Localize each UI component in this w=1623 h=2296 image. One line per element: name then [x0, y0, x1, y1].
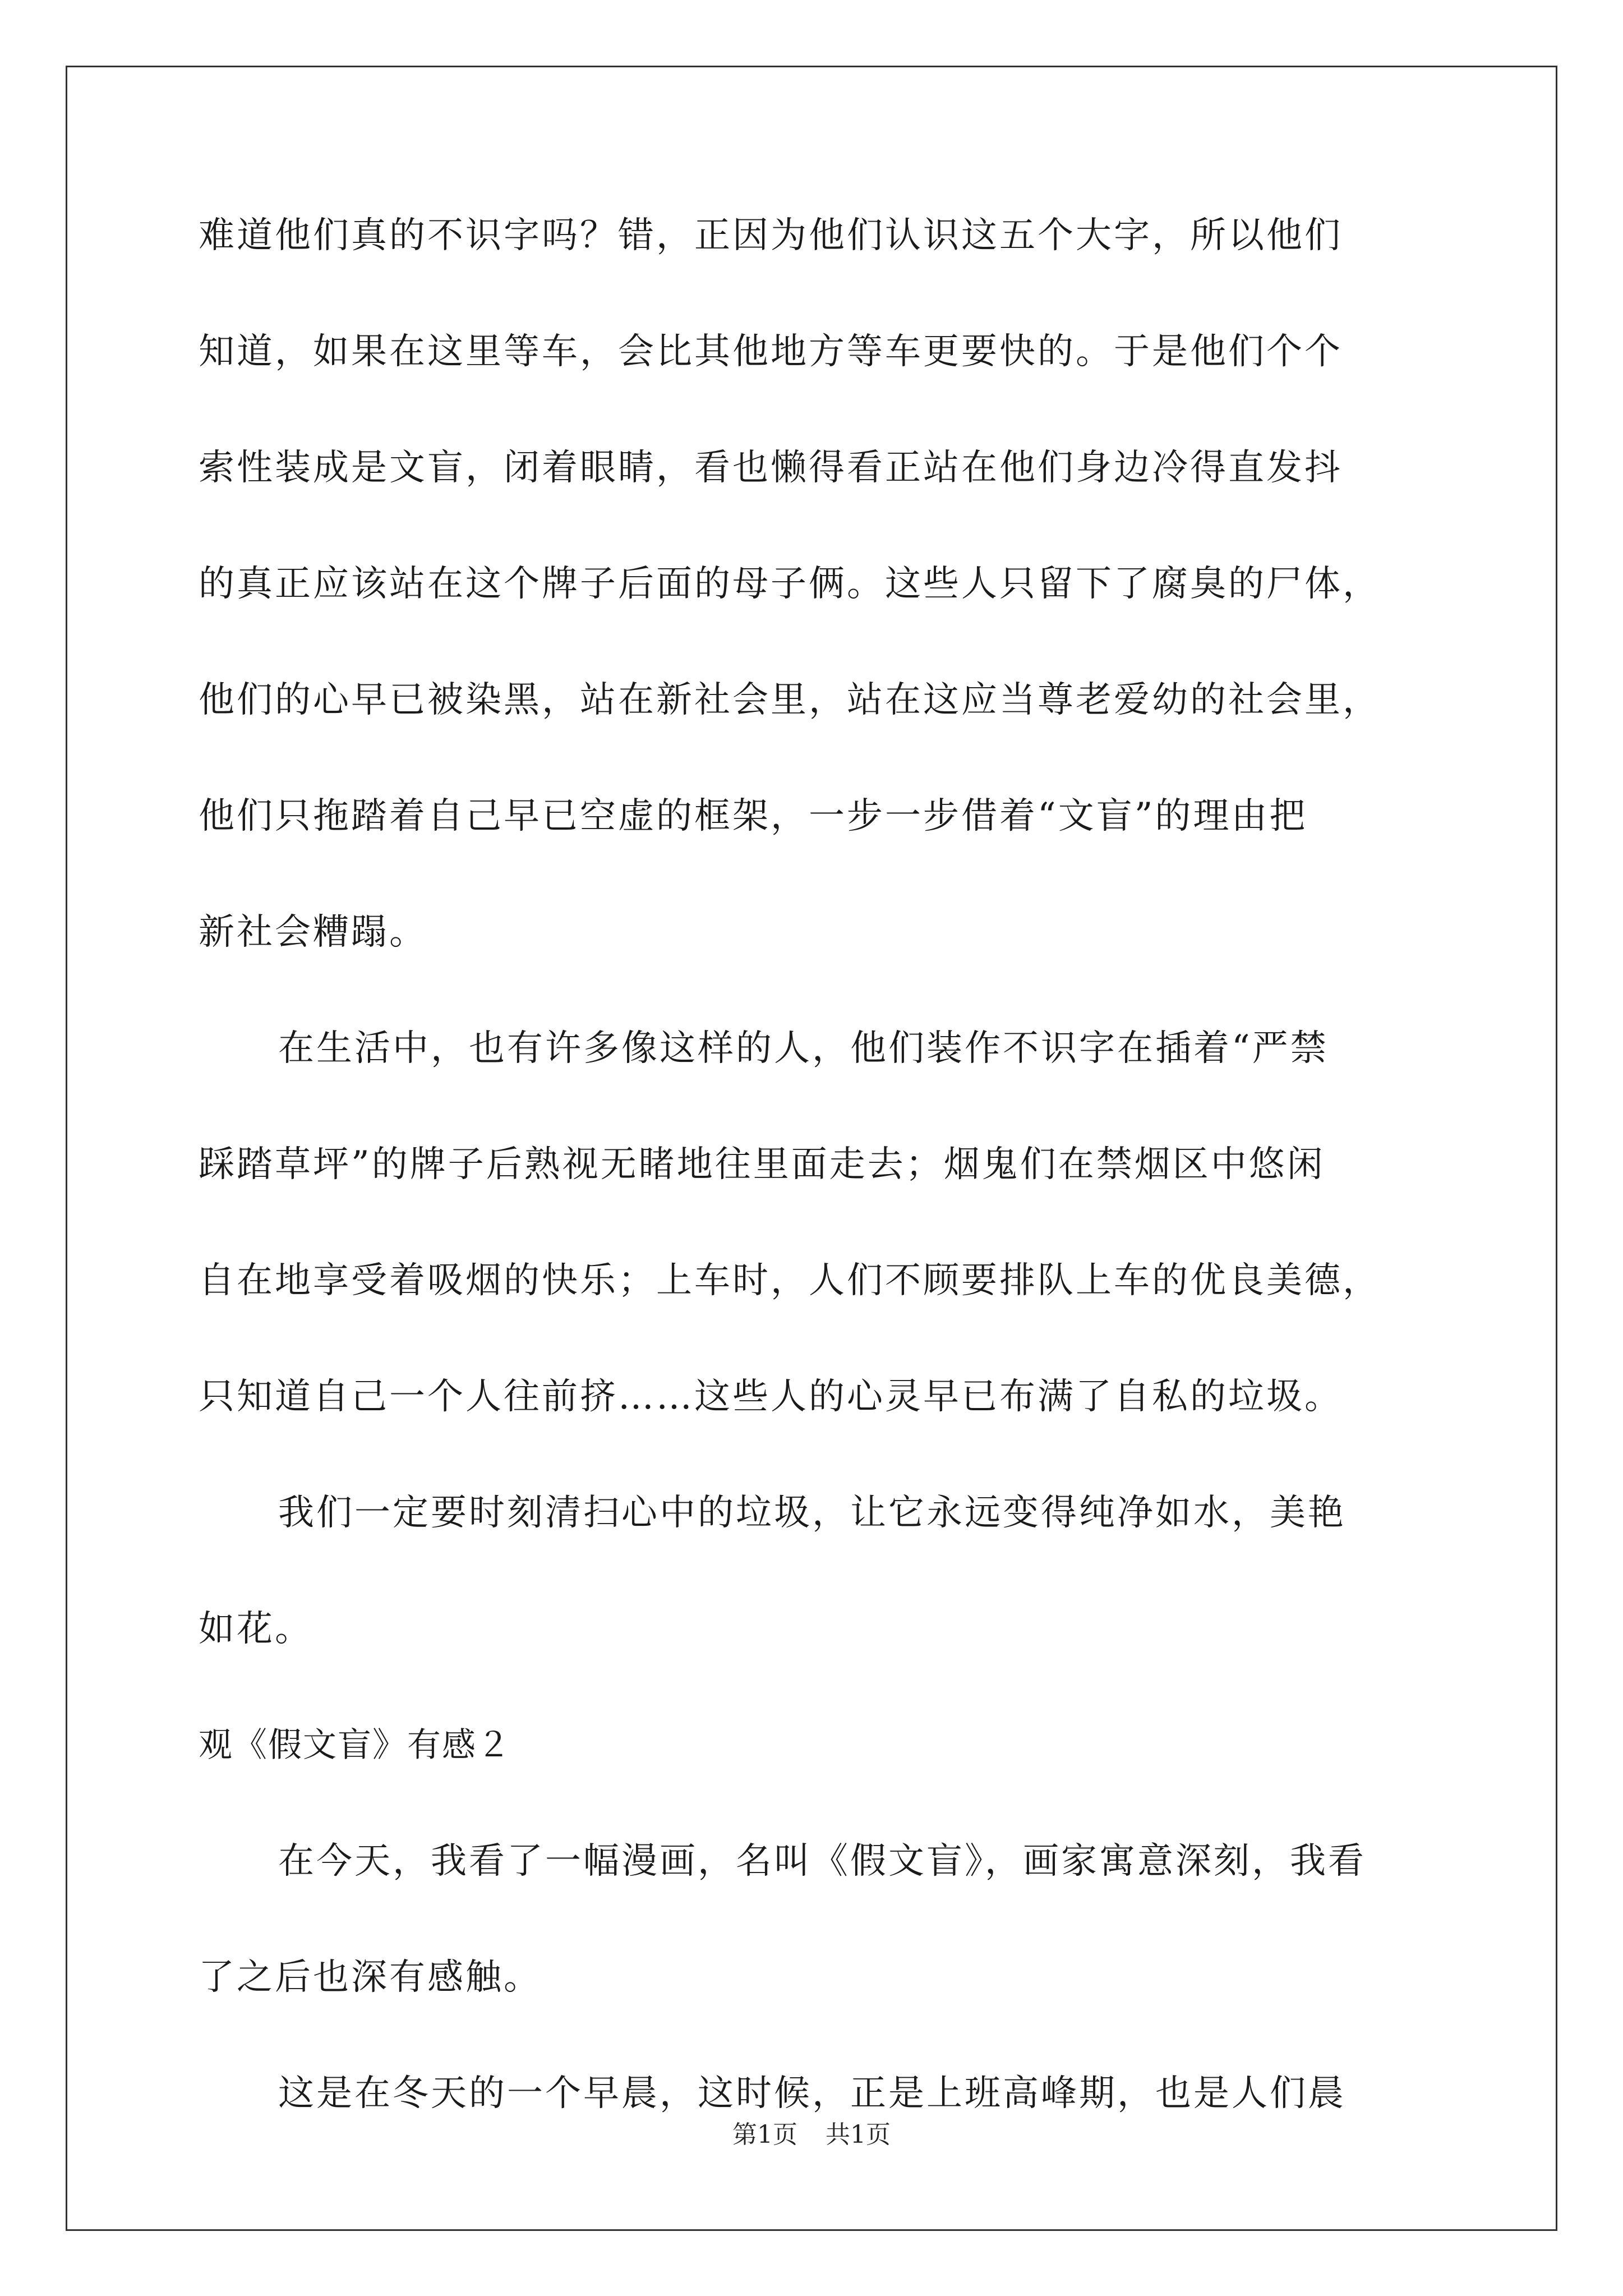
- text-line: 这是在冬天的一个早晨，这时候，正是上班高峰期，也是人们晨: [278, 2073, 1346, 2114]
- text-line: 踩踏草坪”的牌子后熟视无睹地往里面走去；烟鬼们在禁烟区中悠闲: [199, 1144, 1325, 1185]
- text-line: 新社会糟蹋。: [199, 912, 427, 953]
- text-line: 在生活中，也有许多像这样的人，他们装作不识字在插着“严禁: [278, 1028, 1329, 1069]
- text-line: 难道他们真的不识字吗？错，正因为他们认识这五个大字，所以他们: [199, 215, 1343, 256]
- section-heading: 观《假文盲》有感２: [199, 1726, 511, 1765]
- text-line: 的真正应该站在这个牌子后面的母子俩。这些人只留下了腐臭的尸体，: [199, 563, 1381, 605]
- page-number-current: 第1页: [732, 2120, 797, 2149]
- page-number-total: 共1页: [826, 2120, 891, 2149]
- text-line: 他们只拖踏着自己早已空虚的框架，一步一步借着“文盲”的理由把: [199, 795, 1308, 837]
- text-line: 只知道自己一个人往前挤……这些人的心灵早已布满了自私的垃圾。: [199, 1376, 1343, 1418]
- text-line: 了之后也深有感触。: [199, 1957, 542, 1998]
- page-footer: [0, 2120, 1623, 2149]
- text-line: 在今天，我看了一幅漫画，名叫《假文盲》，画家寓意深刻，我看: [278, 1841, 1366, 1882]
- text-line: 知道，如果在这里等车，会比其他地方等车更要快的。于是他们个个: [199, 331, 1343, 372]
- document-body: [199, 215, 1432, 2192]
- text-line: 我们一定要时刻清扫心中的垃圾，让它永远变得纯净如水，美艳: [278, 1492, 1346, 1534]
- text-line: 他们的心早已被染黑，站在新社会里，站在这应当尊老爱幼的社会里，: [199, 679, 1381, 721]
- text-line: 自在地享受着吸烟的快乐；上车时，人们不顾要排队上车的优良美德，: [199, 1260, 1381, 1301]
- text-line: 索性装成是文盲，闭着眼睛，看也懒得看正站在他们身边冷得直发抖: [199, 447, 1343, 489]
- text-line: 如花。: [199, 1608, 313, 1650]
